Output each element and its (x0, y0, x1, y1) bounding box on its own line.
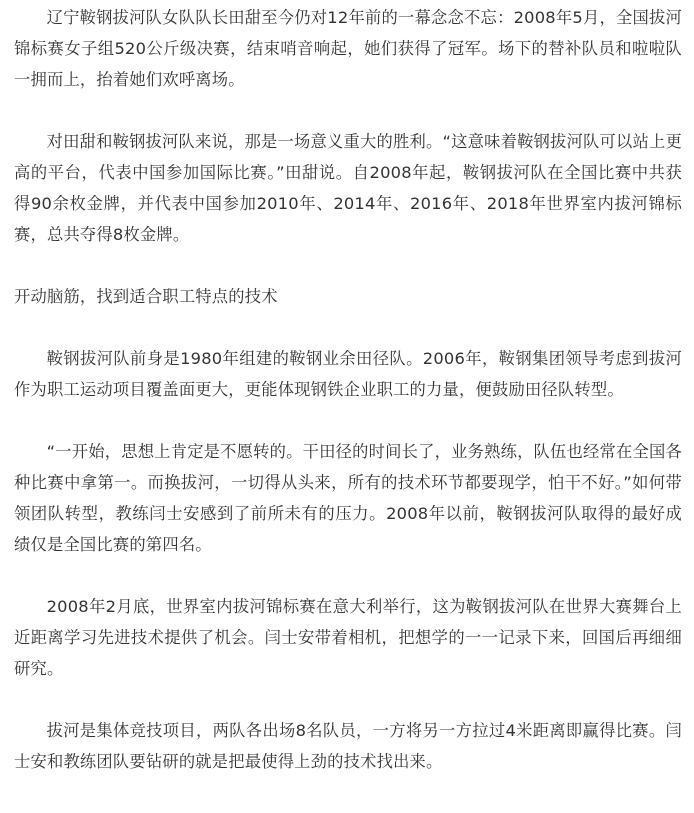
paragraph-quote: “一开始，思想上肯定是不愿转的。干田径的时间长了，业务熟练，队伍也经常在全国各种比赛中拿第一。而换拔河，一切得从头来，所有的技术环节都要现学，怕干不好。”如何带领团队转型，教练闫士安感到了前所未有的压力。2008年以前，鞍钢拔河队取得的最好成绩仅是全国比赛的第四名。 (14, 442, 682, 554)
paragraph-gap (14, 95, 682, 126)
section-heading: 开动脑筋，找到适合职工特点的技术 (14, 287, 278, 306)
paragraph-gap (14, 684, 682, 715)
paragraph-gap (14, 250, 682, 281)
paragraph-gap (14, 312, 682, 343)
paragraph-gap (14, 405, 682, 436)
paragraph-intro: 辽宁鞍钢拔河队女队队长田甜至今仍对12年前的一幕念念不忘：2008年5月，全国拔河锦标赛女子组520公斤级决赛，结束哨音响起，她们获得了冠军。场下的替补队员和啦啦队一拥而上，抬着她们欢呼离场。 (14, 8, 682, 89)
paragraph-gap (14, 560, 682, 591)
paragraph-rules: 拔河是集体竞技项目，两队各出场8名队员，一方将另一方拉过4米距离即赢得比赛。闫士安和教练团队要钻研的就是把最使得上劲的技术找出来。 (14, 721, 682, 771)
paragraph-victory: 对田甜和鞍钢拔河队来说，那是一场意义重大的胜利。“这意味着鞍钢拔河队可以站上更高的平台，代表中国参加国际比赛。”田甜说。自2008年起，鞍钢拔河队在全国比赛中共获得90余枚金牌，并代表中国参加2010年、2014年、2016年、2018年世界室内拔河锦标赛，总共夺得8枚金牌。 (14, 132, 682, 244)
paragraph-italy: 2008年2月底，世界室内拔河锦标赛在意大利举行，这为鞍钢拔河队在世界大赛舞台上近距离学习先进技术提供了机会。闫士安带着相机，把想学的一一记录下来，回国后再细细研究。 (14, 597, 682, 678)
paragraph-history: 鞍钢拔河队前身是1980年组建的鞍钢业余田径队。2006年，鞍钢集团领导考虑到拔河作为职工运动项目覆盖面更大，更能体现钢铁企业职工的力量，便鼓励田径队转型。 (14, 349, 682, 399)
